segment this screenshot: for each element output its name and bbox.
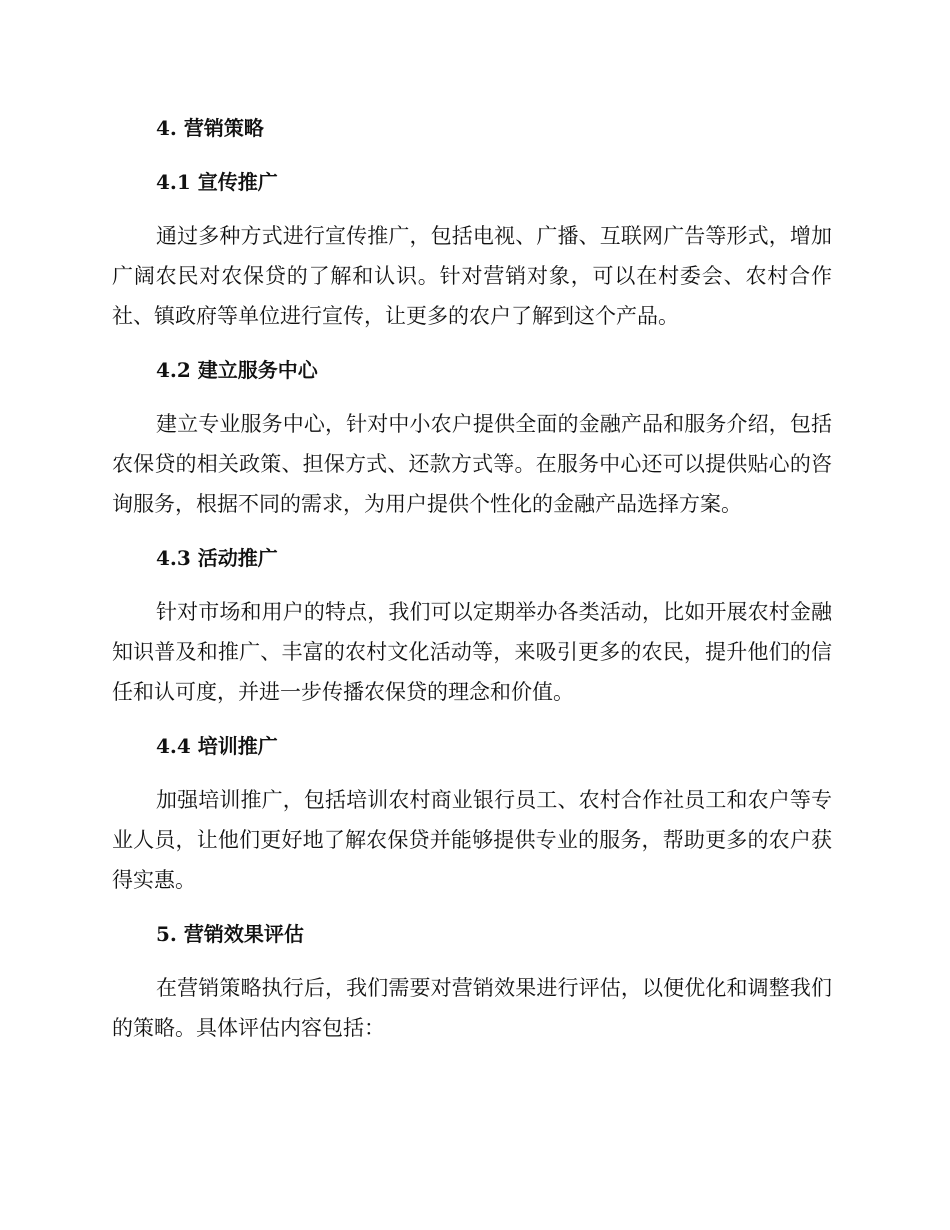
section-paragraph-5: 在营销策略执行后，我们需要对营销效果进行评估，以便优化和调整我们的策略。具体评估内容包括： [112, 976, 832, 1040]
section-heading-4-2: 4.2 建立服务中心 [156, 358, 318, 382]
section-paragraph-4-1: 通过多种方式进行宣传推广，包括电视、广播、互联网广告等形式，增加广阔农民对农保贷的了解和认识。针对营销对象，可以在村委会、农村合作社、镇政府等单位进行宣传，让更多的农户了解到这个产品。 [112, 224, 832, 328]
section-heading-4-1: 4.1 宣传推广 [156, 170, 278, 194]
section-heading-5: 5. 营销效果评估 [156, 922, 304, 946]
section-heading-4-4: 4.4 培训推广 [156, 734, 278, 758]
section-paragraph-4-2: 建立专业服务中心，针对中小农户提供全面的金融产品和服务介绍，包括农保贷的相关政策、担保方式、还款方式等。在服务中心还可以提供贴心的咨询服务，根据不同的需求，为用户提供个性化的金融产品选择方案。 [112, 412, 832, 516]
section-paragraph-4-4: 加强培训推广，包括培训农村商业银行员工、农村合作社员工和农户等专业人员，让他们更好地了解农保贷并能够提供专业的服务，帮助更多的农户获得实惠。 [112, 788, 832, 892]
document-body [112, 108, 832, 1048]
section-paragraph-4-3: 针对市场和用户的特点，我们可以定期举办各类活动，比如开展农村金融知识普及和推广、丰富的农村文化活动等，来吸引更多的农民，提升他们的信任和认可度，并进一步传播农保贷的理念和价值。 [112, 600, 832, 704]
section-heading-4: 4. 营销策略 [156, 116, 264, 140]
section-heading-4-3: 4.3 活动推广 [156, 546, 278, 570]
